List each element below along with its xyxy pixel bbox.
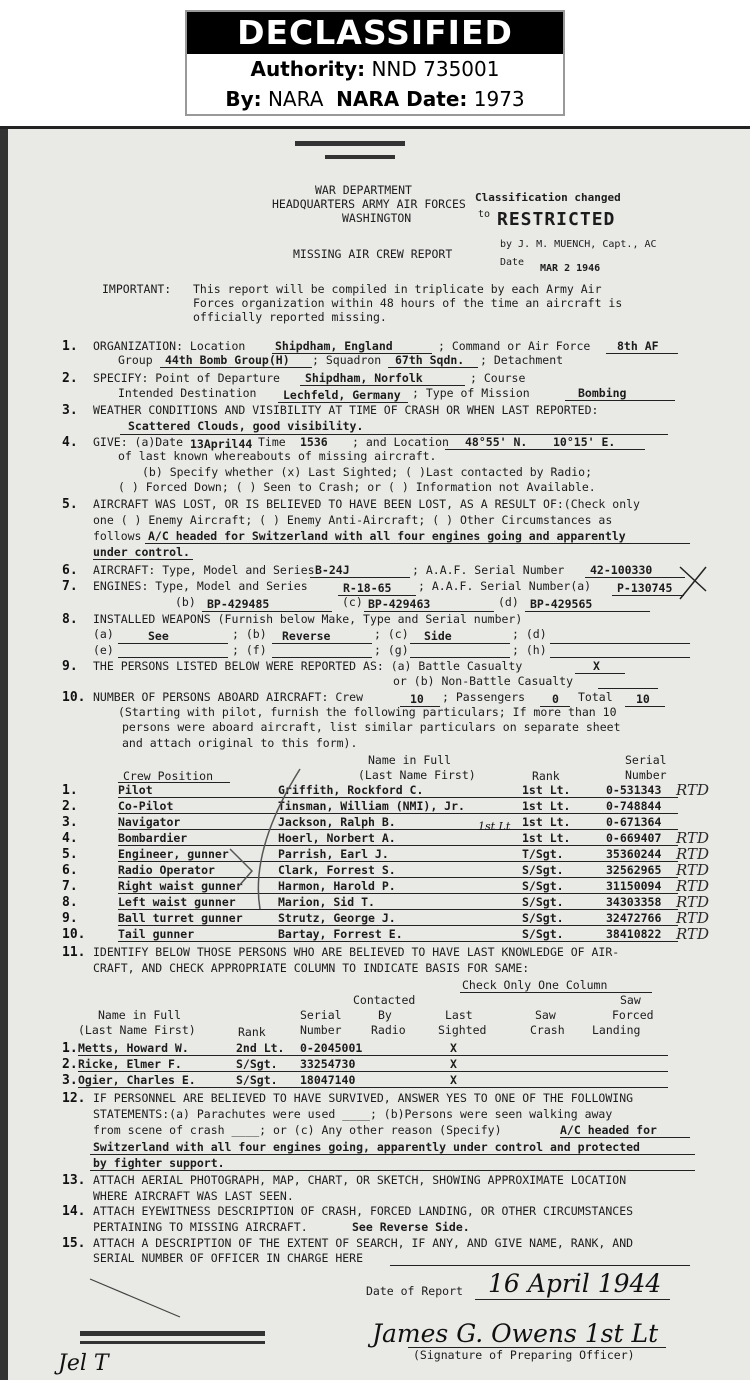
header-hq: HEADQUARTERS ARMY AIR FORCES xyxy=(272,197,466,211)
crew-row-number: 10. xyxy=(62,927,86,942)
total-value: 10 xyxy=(636,692,650,706)
crew-header-serial-2: Number xyxy=(625,768,667,782)
crew-row-rtd-note: RTD xyxy=(676,829,710,847)
persons-line-4: and attach original to this form). xyxy=(122,736,358,750)
crew-row-rank: 1st Lt. xyxy=(522,815,571,829)
crew-row-position: Navigator xyxy=(118,815,181,829)
survived-line-1: IF PERSONNEL ARE BELIEVED TO HAVE SURVIVED, ANSWER YES TO ONE OF THE FOLLOWING xyxy=(93,1091,634,1105)
crew-row-serial: 0-671364 xyxy=(606,815,662,829)
item-2-number: 2. xyxy=(62,371,78,386)
crew-row-rtd-note: RTD xyxy=(676,845,710,863)
date-label: GIVE: (a)Date xyxy=(93,435,184,449)
org-location-value: Shipdham, England xyxy=(275,339,393,353)
crew-row-name: Marion, Sid T. xyxy=(278,895,375,909)
mission-label: ; Type of Mission xyxy=(412,386,530,400)
date-of-report-value: 16 April 1944 xyxy=(488,1269,662,1298)
k-header-forced: Forced xyxy=(612,1008,654,1022)
class-changed-label: Classification changed xyxy=(475,191,621,204)
signature-caption: (Signature of Preparing Officer) xyxy=(413,1348,635,1362)
org-command-label: ; Command or Air Force xyxy=(438,339,591,353)
attach-photo-line-2: WHERE AIRCRAFT WAS LAST SEEN. xyxy=(93,1189,294,1203)
crew-row-rtd-note: RTD xyxy=(676,877,710,895)
weapons-d-label: ; (d) xyxy=(512,627,547,641)
engine-serial-c-value: BP-429463 xyxy=(368,597,431,611)
known-row-serial: 33254730 xyxy=(300,1057,356,1071)
crew-header-name-2: (Last Name First) xyxy=(358,768,476,782)
known-row-number: 3. xyxy=(62,1073,78,1088)
crew-row-position: Left waist gunner xyxy=(118,895,236,909)
crew-row-serial: 31150094 xyxy=(606,879,662,893)
known-row-sighted-mark: X xyxy=(450,1057,457,1071)
crew-row-rank: 1st Lt. xyxy=(522,799,571,813)
mission-value: Bombing xyxy=(578,386,627,400)
crew-row-serial: 0-531343 xyxy=(606,783,662,797)
aircraft-x-mark xyxy=(680,567,706,599)
important-line-3: officially reported missing. xyxy=(193,310,387,324)
weapons-f-label: ; (f) xyxy=(232,643,267,657)
crew-row-rtd-note: RTD xyxy=(676,861,710,879)
known-row-name: Ogier, Charles E. xyxy=(78,1073,196,1087)
crew-row-name: Parrish, Earl J. xyxy=(278,847,389,861)
crew-row-serial: 32562965 xyxy=(606,863,662,877)
scanned-report-page xyxy=(0,126,750,1380)
identify-line-2: CRAFT, AND CHECK APPROPRIATE COLUMN TO INDICATE BASIS FOR SAME: xyxy=(93,961,530,975)
known-row-serial: 0-2045001 xyxy=(300,1041,363,1055)
weapons-g-label: ; (g) xyxy=(374,643,409,657)
weapons-b-label: ; (b) xyxy=(232,627,267,641)
item-9-number: 9. xyxy=(62,659,78,674)
destination-value: Lechfeld, Germany xyxy=(283,388,401,402)
cause-line-1: AIRCRAFT WAS LOST, OR IS BELIEVED TO HAVE BEEN LOST, AS A RESULT OF:(Check only xyxy=(93,497,640,511)
known-row-rank: S/Sgt. xyxy=(236,1073,278,1087)
crew-row-rtd-note: RTD xyxy=(676,925,710,943)
survived-line-2: STATEMENTS:(a) Parachutes were used ____; (b)Persons were seen walking away xyxy=(93,1107,613,1121)
margin-scribble-1 xyxy=(258,769,300,909)
survived-line-4: Switzerland with all four engines going, apparently under control and protected xyxy=(93,1140,640,1154)
engine-b-label: (b) xyxy=(175,595,196,609)
crew-row-number: 6. xyxy=(62,863,78,878)
engine-serial-a-value: P-130745 xyxy=(617,581,673,595)
item-13-number: 13. xyxy=(62,1173,86,1188)
identify-line-1: IDENTIFY BELOW THOSE PERSONS WHO ARE BELIEVED TO HAVE LAST KNOWLEDGE OF AIR- xyxy=(93,945,620,959)
crew-row-rtd-note: RTD xyxy=(676,893,710,911)
casualty-label: THE PERSONS LISTED BELOW WERE REPORTED AS: (a) Battle Casualty xyxy=(93,659,523,673)
crew-row-serial: 32472766 xyxy=(606,911,662,925)
header-war-department: WAR DEPARTMENT xyxy=(315,183,412,197)
crew-row-name: Harmon, Harold P. xyxy=(278,879,396,893)
crew-row-number: 7. xyxy=(62,879,78,894)
whereabouts-line: of last known whereabouts of missing aircraft. xyxy=(118,449,437,463)
cause-line-3-value: A/C headed for Switzerland with all four engines going and apparently xyxy=(148,529,626,543)
crew-row-number: 5. xyxy=(62,847,78,862)
k-header-name-2: (Last Name First) xyxy=(78,1023,196,1037)
margin-scribble-2 xyxy=(230,849,252,887)
class-date: MAR 2 1946 xyxy=(540,263,601,274)
k-header-saw: Saw xyxy=(535,1008,556,1022)
known-row-sighted-mark: X xyxy=(450,1073,457,1087)
class-to-label: to xyxy=(478,209,491,220)
cause-line-2: one ( ) Enemy Aircraft; ( ) Enemy Anti-Aircraft; ( ) Other Circumstances as xyxy=(93,513,613,527)
restricted-stamp: RESTRICTED xyxy=(497,209,616,230)
crew-row-position: Engineer, gunner xyxy=(118,847,229,861)
crew-row-position: Bombardier xyxy=(118,831,188,845)
location-label: ; and Location xyxy=(352,435,449,449)
search-line-1: ATTACH A DESCRIPTION OF THE EXTENT OF SEARCH, IF ANY, AND GIVE NAME, RANK, AND xyxy=(93,1236,634,1250)
engine-c-label: (c) xyxy=(342,595,363,609)
k-header-serial-2: Number xyxy=(300,1023,342,1037)
org-detachment-label: ; Detachment xyxy=(480,353,564,367)
crew-row-name: Hoerl, Norbert A. xyxy=(278,831,396,845)
crew-row-serial: 34303358 xyxy=(606,895,662,909)
sighted-line: (b) Specify whether (x) Last Sighted; ( )Last contacted by Radio; xyxy=(142,465,593,479)
passengers-label: ; Passengers xyxy=(442,690,526,704)
k-header-landing: Landing xyxy=(592,1023,641,1037)
crew-row-number: 4. xyxy=(62,831,78,846)
persons-line-3: persons were aboard aircraft, list similar particulars on separate sheet xyxy=(122,720,621,734)
item-1-number: 1. xyxy=(62,339,78,354)
search-line-2: SERIAL NUMBER OF OFFICER IN CHARGE HERE xyxy=(93,1251,364,1265)
crew-row-rtd-note: RTD xyxy=(676,781,710,799)
weapons-e-label: (e) xyxy=(93,643,114,657)
cause-line-4: under control. xyxy=(93,545,190,559)
crew-row-rank: S/Sgt. xyxy=(522,927,564,941)
crew-row-serial: 0-669407 xyxy=(606,831,662,845)
org-command-value: 8th AF xyxy=(617,339,659,353)
longitude-value: 10°15' E. xyxy=(553,435,616,449)
corner-line xyxy=(90,1279,180,1317)
weapons-label: INSTALLED WEAPONS (Furnish below Make, Type and Serial number) xyxy=(93,612,523,626)
item-5-number: 5. xyxy=(62,497,78,512)
aircraft-serial-value: 42-100330 xyxy=(590,563,653,577)
officer-signature: James G. Owens 1st Lt xyxy=(372,1319,659,1348)
k-header-name-1: Name in Full xyxy=(98,1008,182,1022)
k-header-radio: Radio xyxy=(371,1023,406,1037)
engine-type-label: ENGINES: Type, Model and Series xyxy=(93,579,308,593)
crew-row-rank: 1st Lt. xyxy=(522,831,571,845)
important-label: IMPORTANT: xyxy=(102,282,172,296)
aircraft-type-label: AIRCRAFT: Type, Model and Series xyxy=(93,563,315,577)
time-label: Time xyxy=(258,435,286,449)
departure-value: Shipdham, Norfolk xyxy=(305,371,423,385)
engine-serial-b-value: BP-429485 xyxy=(207,597,270,611)
cause-line-3-label: follows xyxy=(93,529,142,543)
eyewitness-see-reverse: See Reverse Side. xyxy=(352,1220,470,1234)
crew-row-number: 9. xyxy=(62,911,78,926)
important-line-1: This report will be compiled in triplicate by each Army Air xyxy=(193,282,602,296)
known-row-name: Ricke, Elmer F. xyxy=(78,1057,182,1071)
k-header-saw-forced: Saw xyxy=(620,993,641,1007)
latitude-value: 48°55' N. xyxy=(465,435,528,449)
non-battle-label: or (b) Non-Battle Casualty xyxy=(393,674,574,688)
known-row-number: 2. xyxy=(62,1057,78,1072)
item-12-number: 12. xyxy=(62,1091,86,1106)
item-11-number: 11. xyxy=(62,945,86,960)
item-4-number: 4. xyxy=(62,435,78,450)
passengers-value: 0 xyxy=(552,692,559,706)
eyewitness-line-1: ATTACH EYEWITNESS DESCRIPTION OF CRASH, FORCED LANDING, OR OTHER CIRCUMSTANCES xyxy=(93,1204,634,1218)
report-title: MISSING AIR CREW REPORT xyxy=(293,247,453,261)
crew-row-serial: 35360244 xyxy=(606,847,662,861)
stamp-by: By: NARA NARA Date: 1973 xyxy=(225,87,525,111)
known-row-rank: S/Sgt. xyxy=(236,1057,278,1071)
crew-row-name: Jackson, Ralph B. xyxy=(278,815,396,829)
crew-header-position: Crew Position xyxy=(123,769,214,783)
important-line-2: Forces organization within 48 hours of the time an aircraft is xyxy=(193,296,623,310)
item-14-number: 14. xyxy=(62,1204,86,1219)
header-city: WASHINGTON xyxy=(342,211,412,225)
weather-label: WEATHER CONDITIONS AND VISIBILITY AT TIME OF CRASH OR WHEN LAST REPORTED: xyxy=(93,403,599,417)
known-row-number: 1. xyxy=(62,1041,78,1056)
class-date-label: Date xyxy=(500,257,525,268)
crew-row-number: 1. xyxy=(62,783,78,798)
crew-row-serial: 38410822 xyxy=(606,927,662,941)
known-row-sighted-mark: X xyxy=(450,1041,457,1055)
crew-header-name-1: Name in Full xyxy=(368,753,452,767)
eyewitness-line-2: PERTAINING TO MISSING AIRCRAFT. xyxy=(93,1220,308,1234)
crew-row-name: Clark, Forrest S. xyxy=(278,863,396,877)
item-10-number: 10. xyxy=(62,690,86,705)
k-header-last: Last xyxy=(445,1008,473,1022)
forced-down-line: ( ) Forced Down; ( ) Seen to Crash; or ( ) Information not Available. xyxy=(118,480,596,494)
crew-row-position: Tail gunner xyxy=(118,927,195,941)
destination-label: Intended Destination xyxy=(118,386,257,400)
survived-line-3: from scene of crash ____; or (c) Any other reason (Specify) xyxy=(93,1123,502,1137)
engine-type-value: R-18-65 xyxy=(343,581,392,595)
weapons-c-value: Side xyxy=(424,629,452,643)
crew-row-position: Right waist gunner xyxy=(118,879,243,893)
declassified-stamp xyxy=(185,10,565,116)
weapons-a-label: (a) xyxy=(93,627,114,641)
crew-row-position: Pilot xyxy=(118,783,153,797)
weapons-b-value: Reverse xyxy=(282,629,331,643)
engine-serial-d-value: BP-429565 xyxy=(530,597,593,611)
crew-count-value: 10 xyxy=(410,692,424,706)
item-7-number: 7. xyxy=(62,579,78,594)
initials-handwritten: Jel T xyxy=(58,1351,109,1376)
crew-row-rank: S/Sgt. xyxy=(522,879,564,893)
attach-photo-line-1: ATTACH AERIAL PHOTOGRAPH, MAP, CHART, OR SKETCH, SHOWING APPROXIMATE LOCATION xyxy=(93,1173,627,1187)
crew-row-number: 3. xyxy=(62,815,78,830)
date-value: 13April44 xyxy=(190,437,253,451)
org-group-value: 44th Bomb Group(H) xyxy=(165,353,290,367)
aircraft-serial-label: ; A.A.F. Serial Number xyxy=(412,563,565,577)
date-of-report-label: Date of Report xyxy=(366,1284,463,1298)
weather-value: Scattered Clouds, good visibility. xyxy=(128,419,364,433)
known-row-rank: 2nd Lt. xyxy=(236,1041,285,1055)
class-by-line: by J. M. MUENCH, Capt., AC xyxy=(500,239,657,250)
crew-row-rank: T/Sgt. xyxy=(522,847,564,861)
crew-row-number: 2. xyxy=(62,799,78,814)
k-header-by: By xyxy=(378,1008,392,1022)
crew-row-name: Tinsman, William (NMI), Jr. xyxy=(278,799,465,813)
stamp-authority: Authority: NND 735001 xyxy=(250,57,500,81)
battle-casualty-mark: X xyxy=(593,659,600,673)
departure-label: SPECIFY: Point of Departure xyxy=(93,371,280,385)
aircraft-type-value: B-24J xyxy=(315,563,350,577)
k-header-crash: Crash xyxy=(530,1023,565,1037)
weapons-c-label: ; (c) xyxy=(374,627,409,641)
survived-line-5: by fighter support. xyxy=(93,1156,225,1170)
crew-header-serial-1: Serial xyxy=(625,753,667,767)
k-header-serial-1: Serial xyxy=(300,1008,342,1022)
persons-line-2: (Starting with pilot, furnish the following particulars; If more than 10 xyxy=(118,705,617,719)
crew-row-position: Radio Operator xyxy=(118,863,215,877)
crew-row-rank: S/Sgt. xyxy=(522,911,564,925)
crew-row-rtd-note: RTD xyxy=(676,909,710,927)
course-label: ; Course xyxy=(470,371,526,385)
org-squadron-label: ; Squadron xyxy=(312,353,382,367)
known-row-serial: 18047140 xyxy=(300,1073,356,1087)
org-location-label: ORGANIZATION: Location xyxy=(93,339,246,353)
engine-d-label: (d) xyxy=(498,595,519,609)
crew-row-rank: S/Sgt. xyxy=(522,895,564,909)
check-only-one: Check Only One Column xyxy=(462,978,608,992)
crew-row-rank: S/Sgt. xyxy=(522,863,564,877)
crew-row-name: Strutz, George J. xyxy=(278,911,396,925)
crew-row-position: Co-Pilot xyxy=(118,799,174,813)
stamp-title: DECLASSIFIED xyxy=(187,12,563,54)
crew-row-position: Ball turret gunner xyxy=(118,911,243,925)
crew-row-number: 8. xyxy=(62,895,78,910)
crew-header-rank: Rank xyxy=(532,769,560,783)
weapons-a-value: See xyxy=(148,629,169,643)
crew-row-name: Bartay, Forrest E. xyxy=(278,927,403,941)
org-group-label: Group xyxy=(118,353,153,367)
k-header-sighted: Sighted xyxy=(438,1023,487,1037)
crew-row-rank: 1st Lt. xyxy=(522,783,571,797)
engine-serial-a-label: ; A.A.F. Serial Number(a) xyxy=(418,579,592,593)
jackson-rank-handwritten: 1st Lt xyxy=(478,820,511,833)
known-row-name: Metts, Howard W. xyxy=(78,1041,189,1055)
crew-row-name: Griffith, Rockford C. xyxy=(278,783,424,797)
time-value: 1536 xyxy=(300,435,328,449)
survived-line-3-value: A/C headed for xyxy=(560,1123,657,1137)
handwritten-marks xyxy=(0,129,750,1380)
k-header-rank: Rank xyxy=(238,1025,266,1039)
total-label: Total xyxy=(578,690,613,704)
weapons-h-label: ; (h) xyxy=(512,643,547,657)
item-3-number: 3. xyxy=(62,403,78,418)
item-8-number: 8. xyxy=(62,612,78,627)
crew-row-serial: 0-748844 xyxy=(606,799,662,813)
persons-label: NUMBER OF PERSONS ABOARD AIRCRAFT: Crew xyxy=(93,690,364,704)
item-15-number: 15. xyxy=(62,1236,86,1251)
k-header-contacted: Contacted xyxy=(353,993,416,1007)
item-6-number: 6. xyxy=(62,563,78,578)
org-squadron-value: 67th Sqdn. xyxy=(395,353,465,367)
